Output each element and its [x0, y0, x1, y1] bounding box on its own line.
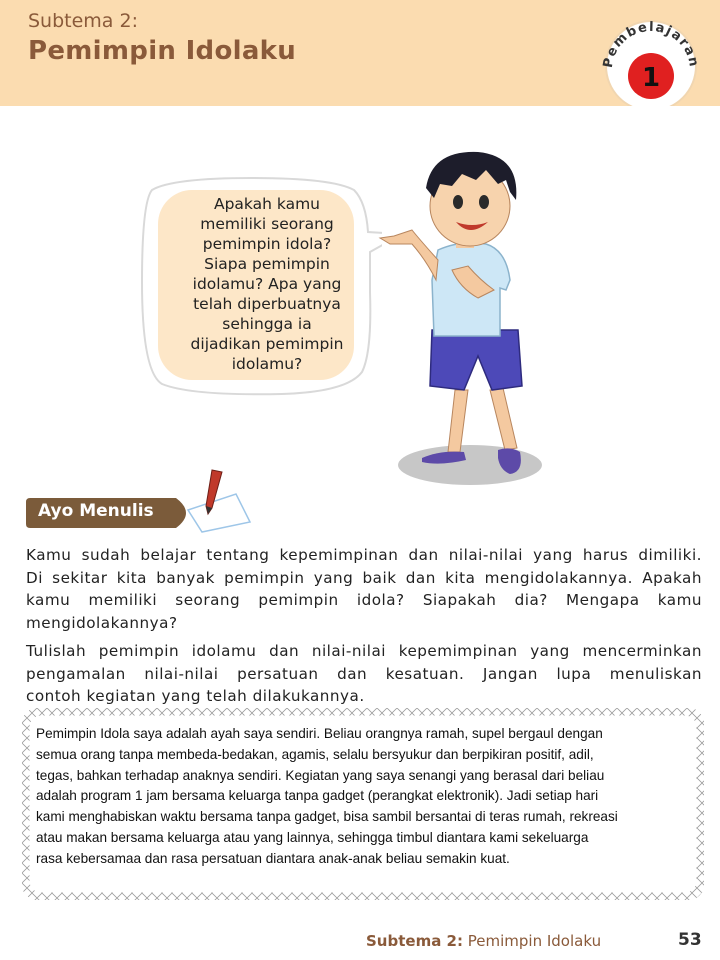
bubble-line: idolamu? Apa yang [192, 275, 342, 293]
page-title: Pemimpin Idolaku [28, 36, 297, 66]
bubble-line: dijadikan pemimpin [190, 335, 344, 353]
bubble-line: idolamu? [231, 355, 303, 373]
answer-line: atau makan bersama keluarga atau yang lainnya, sehingga timbul diantara kami sekeluarga [36, 829, 589, 845]
paragraph-line: kamu memiliki seorang pemimpin idola? Siapakah dia? Mengapa kamu [26, 591, 702, 609]
paragraph-line: Di sekitar kita banyak pemimpin yang baik dan kita mengidolakannya. Apakah [26, 568, 702, 587]
paragraph-line: Tulislah pemimpin idolamu dan nilai-nilai kepemimpinan yang mencerminkan [26, 642, 702, 660]
answer-line: semua orang tanpa membeda-bedakan, agamis, selalu bersyukur dan berpikiran positif, adil, [36, 746, 594, 762]
answer-line: kami menghabiskan waktu bersama tanpa gadget, bisa sambil bersantai di teras rumah, rekreasi [36, 809, 618, 825]
footer-subtema: Subtema 2: [366, 932, 463, 950]
answer-line: rasa kebersamaa dan rasa persatuan diantara anak-anak beliau semakin kuat. [36, 850, 510, 866]
paragraph-line: mengidolakannya? [26, 613, 178, 632]
page-number: 53 [678, 930, 702, 950]
answer-text [36, 724, 696, 870]
answer-line: adalah program 1 jam bersama keluarga tanpa gadget (perangkat elektronik). Jadi setiap hari [36, 788, 599, 804]
bubble-line: Siapa pemimpin [204, 255, 330, 273]
bubble-line: telah diperbuatnya [193, 295, 341, 313]
bubble-line: Apakah kamu [213, 195, 321, 213]
intro-paragraph [26, 544, 702, 634]
bubble-line: sehingga ia [222, 315, 312, 333]
footer-title: Pemimpin Idolaku [467, 932, 602, 950]
footer [366, 932, 601, 950]
answer-line: tegas, bahkan terhadap anaknya sendiri. Kegiatan yang saya senangi yang berasal dari beliau [36, 767, 605, 783]
paragraph-line: contoh kegiatan yang telah dilakukannya. [26, 687, 365, 705]
section-label: Ayo Menulis [38, 501, 154, 521]
instruction-paragraph [26, 640, 702, 708]
paragraph-line: pengamalan nilai-nilai persatuan dan kesatuan. Jangan lupa menuliskan [26, 664, 702, 683]
boy-illustration [360, 140, 560, 490]
bubble-line: pemimpin idola? [202, 235, 332, 253]
badge-number: 1 [641, 63, 661, 93]
speech-bubble-text [160, 194, 374, 378]
paragraph-line: Kamu sudah belajar tentang kepemimpinan dan nilai-nilai yang harus dimiliki. [26, 546, 702, 564]
subtema-label: Subtema 2: [28, 10, 138, 32]
badge-label: Pembelajaran [600, 19, 702, 70]
pembelajaran-badge [598, 18, 704, 106]
pencil-paper-icon [178, 464, 258, 534]
answer-line: Pemimpin Idola saya adalah ayah saya sendiri. Beliau orangnya ramah, supel bergaul dengan [36, 726, 603, 741]
bubble-line: memiliki seorang [200, 215, 334, 233]
